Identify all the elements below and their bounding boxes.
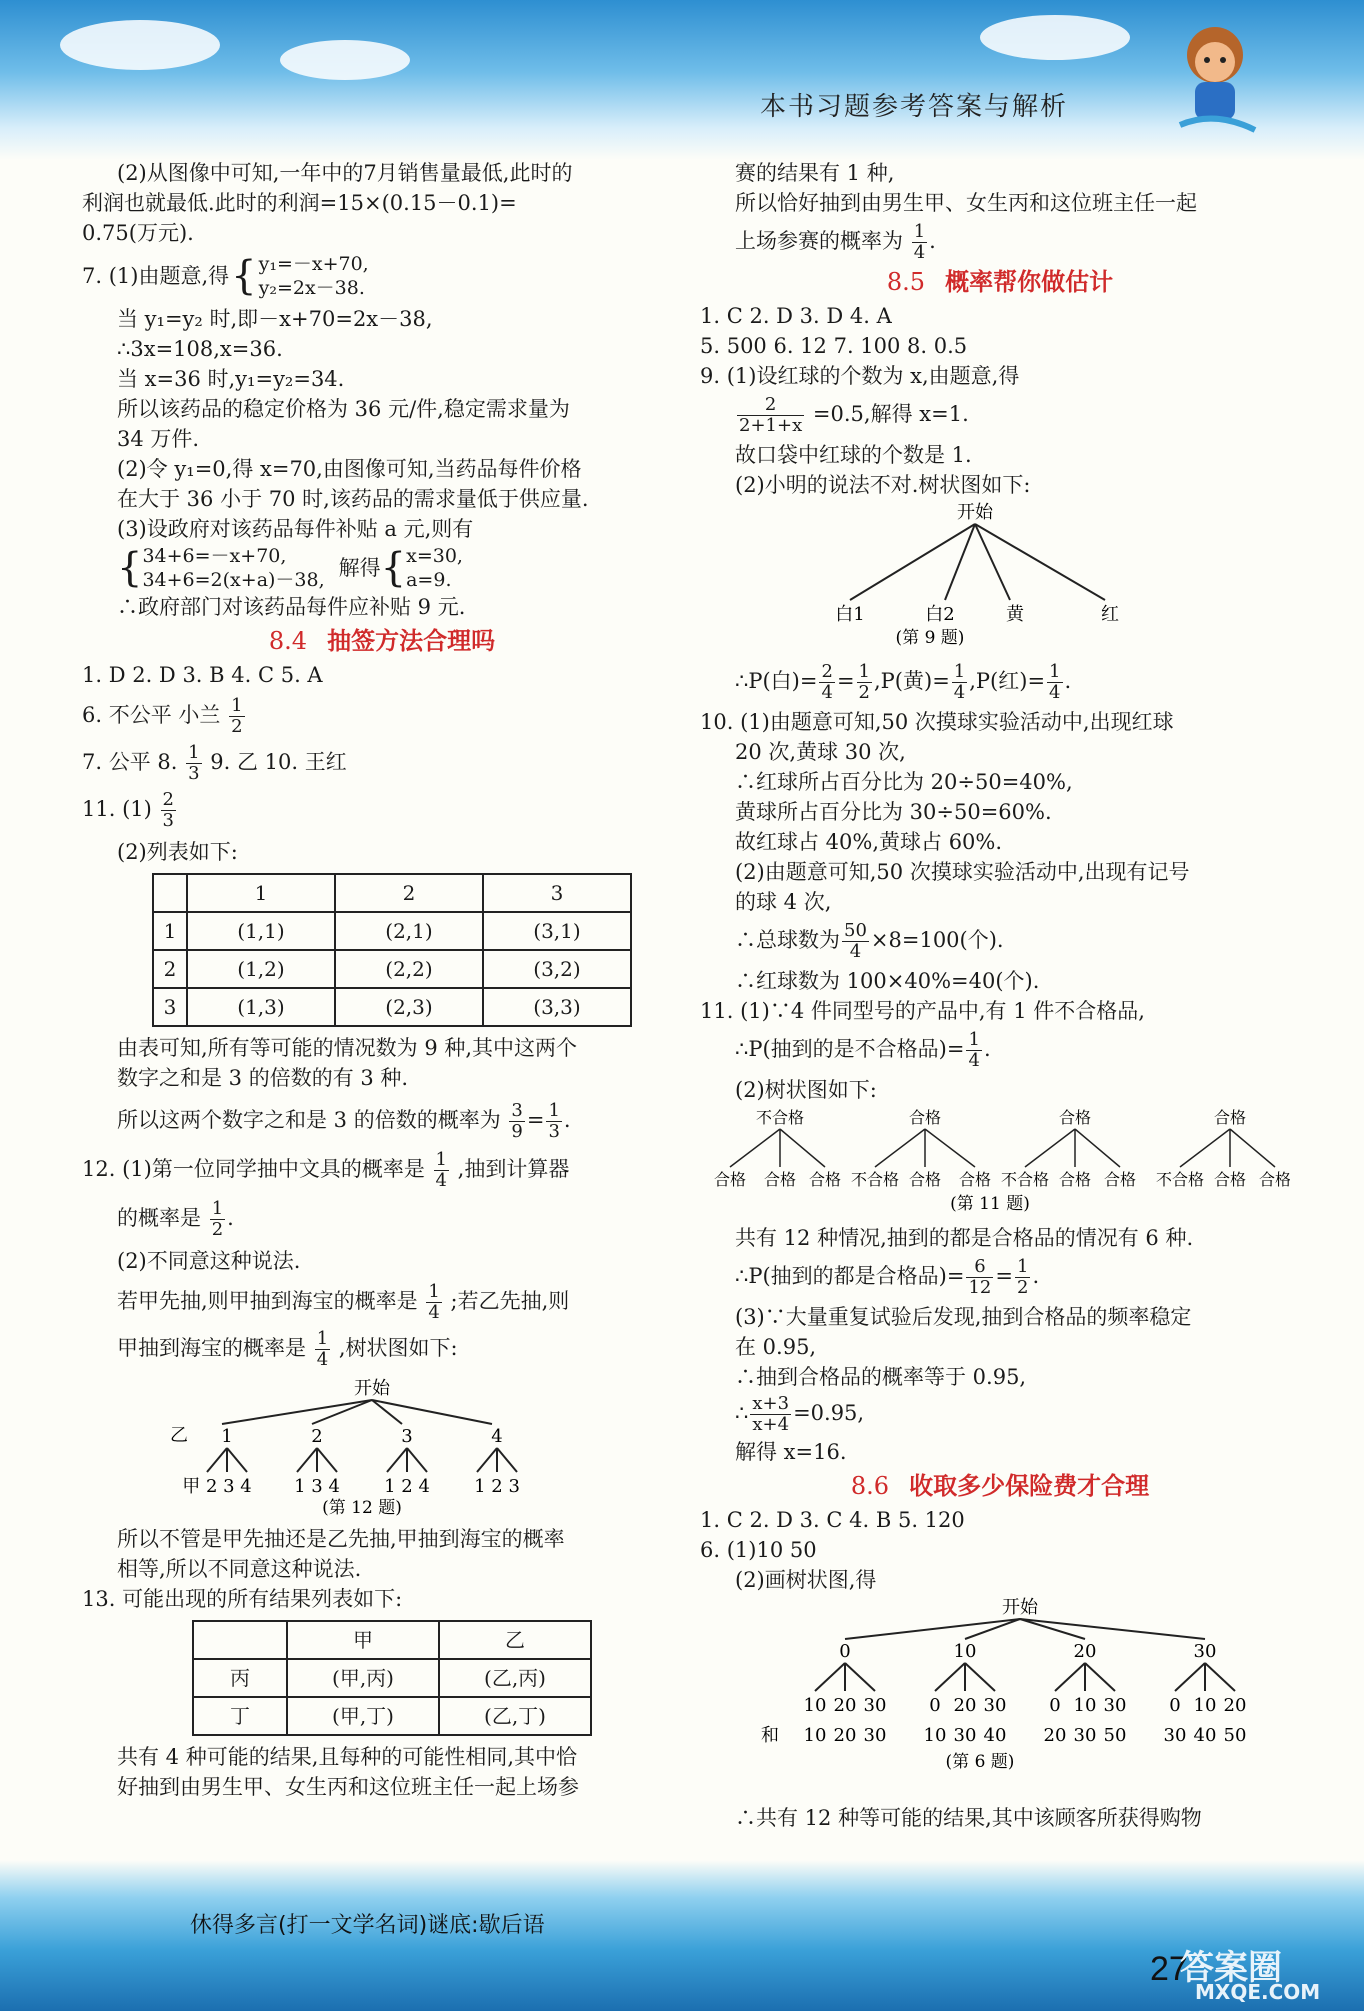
q11-probability: ∴P(抽到的是不合格品)= $\frac{1}{4}$ .	[735, 1029, 991, 1071]
tree-diagram-q6	[730, 1595, 1290, 1795]
tree-leaves	[804, 1695, 1247, 1716]
svg-text:10: 10	[803, 1695, 827, 1716]
tree-diagram-q9	[830, 500, 1250, 650]
tree-leaf: 合格	[908, 1170, 942, 1189]
tree-leaf: 合格	[958, 1170, 992, 1189]
tree-node: 0	[839, 1641, 851, 1662]
text-line: 黄球所占百分比为 30÷50=60%.	[735, 800, 1052, 824]
footer-riddle: 休得多言(打一文学名词)谜底:歇后语	[190, 1913, 545, 1938]
tree-leaf: 不合格	[1000, 1170, 1050, 1189]
text-line: 10. (1)由题意可知,50 次摸球实验活动中,出现红球	[700, 710, 1174, 734]
text-line: 当 y₁=y₂ 时,即－x+70=2x－38,	[117, 307, 433, 331]
figure-caption: (第 9 题)	[895, 628, 965, 648]
text-line: 故口袋中红球的个数是 1.	[735, 443, 972, 467]
fraction: $\frac{1}{3}$	[548, 1100, 560, 1142]
fraction: $\frac{1}{3}$	[188, 742, 200, 784]
tree-leaf: 合格	[1258, 1170, 1290, 1189]
table-row: 丁 (甲,丁) (乙,丁)	[193, 1697, 591, 1735]
text-line: 1. D 2. D 3. B 4. C 5. A	[82, 663, 323, 687]
fraction: $\frac{1}{4}$	[1049, 661, 1061, 703]
svg-text:50: 50	[1103, 1725, 1127, 1746]
figure-caption: (第 12 题)	[322, 1498, 402, 1516]
tree-leaf: 1 3 4	[294, 1476, 340, 1497]
q9-equation: $\frac{2}{2+1+x}$ =0.5,解得 x=1.	[739, 394, 969, 436]
answer-7-10: 7. 公平 8. $\frac{1}{3}$ 9. 乙 10. 王红	[82, 742, 347, 784]
tree-leaf: 黄	[1006, 604, 1024, 625]
text-line: (2)从图像中可知,一年中的7月销售量最低,此时的	[117, 161, 573, 185]
fraction: $\frac{1}{4}$	[316, 1328, 329, 1370]
tree-edge	[372, 1400, 492, 1424]
section-heading-8-6: 8.6 收取多少保险费才合理	[850, 1472, 1150, 1500]
text-line: ∴红球所占百分比为 20÷50=40%,	[735, 770, 1073, 794]
left-column	[82, 158, 682, 1802]
tree-start: 开始	[957, 502, 993, 523]
fraction: $\frac{1}{4}$	[913, 221, 926, 263]
tree-node: 3	[401, 1426, 413, 1447]
text-line: (2)树状图如下:	[735, 1078, 877, 1102]
cloud	[280, 40, 410, 80]
tree-node: 合格	[1058, 1108, 1092, 1127]
table-row: 3 (1,3) (2,3) (3,3)	[153, 988, 631, 1026]
text-line: 9. (1)设红球的个数为 x,由题意,得	[700, 364, 1020, 388]
tree-leaf: 不合格	[1155, 1170, 1205, 1189]
text-line: 11. (1)∵4 件同型号的产品中,有 1 件不合格品,	[700, 999, 1145, 1023]
tree-leaf: 合格	[763, 1170, 797, 1189]
svg-text:0: 0	[1169, 1695, 1181, 1716]
fraction: $\frac{2}{3}$	[162, 789, 174, 831]
right-column	[700, 158, 1300, 1833]
svg-text:40: 40	[1193, 1725, 1217, 1746]
text-line: 1. C 2. D 3. C 4. B 5. 120	[700, 1508, 965, 1532]
text-line: (2)小明的说法不对.树状图如下:	[735, 473, 1031, 497]
text-line: 所以恰好抽到由男生甲、女生丙和这位班主任一起	[735, 191, 1197, 215]
text-line: 0.75(万元).	[82, 221, 194, 245]
text-line: (2)令 y₁=0,得 x=70,由图像可知,当药品每件价格	[117, 457, 582, 481]
table-q13	[192, 1620, 592, 1736]
text-line: 的球 4 次,	[735, 890, 832, 914]
fraction: $\frac{2}{2+1+x}$	[739, 394, 803, 436]
tree-sums	[804, 1725, 1247, 1746]
table-row: 丙 (甲,丙) (乙,丙)	[193, 1659, 591, 1697]
tree-leaf: 合格	[1058, 1170, 1092, 1189]
page-header-title: 本书习题参考答案与解析	[760, 92, 1069, 122]
tree-edges	[845, 1619, 1205, 1639]
text-line: 相等,所以不同意这种说法.	[117, 1557, 362, 1581]
svg-text:30: 30	[1103, 1695, 1127, 1716]
svg-text:30: 30	[863, 1695, 887, 1716]
tree-node: 20	[1073, 1641, 1097, 1662]
tree-node: 1	[221, 1426, 233, 1447]
fraction: $\frac{1}{2}$	[231, 695, 243, 737]
text-line: 由表可知,所有等可能的情况数为 9 种,其中这两个	[117, 1036, 578, 1060]
q11-probability-2: ∴P(抽到的都是合格品)= $\frac{6}{12}$ = $\frac{1}{2}$ .	[735, 1256, 1040, 1298]
tree-node: 4	[491, 1426, 503, 1447]
q12-line-2: 的概率是 $\frac{1}{2}$ .	[117, 1198, 234, 1240]
fraction: $\frac{1}{4}$	[953, 661, 966, 703]
svg-text:30: 30	[863, 1725, 887, 1746]
tree-start: 开始	[354, 1378, 390, 1399]
tree-diagram-q12	[162, 1376, 582, 1516]
section-heading-8-5: 8.5 概率帮你做估计	[886, 268, 1114, 296]
figure-caption: (第 6 题)	[945, 1752, 1015, 1772]
tree-edge	[312, 1400, 372, 1424]
text-line: 5. 500 6. 12 7. 100 8. 0.5	[700, 334, 968, 358]
svg-text:20: 20	[953, 1695, 977, 1716]
q11-equation: ∴ $\frac{x+3}{x+4}$ =0.95,	[735, 1393, 865, 1435]
fraction: $\frac{x+3}{x+4}$	[752, 1393, 790, 1435]
table-header-row: 甲 乙	[193, 1621, 591, 1659]
watermark-url: MXQE.COM	[1195, 1980, 1321, 2004]
table-row: 2 (1,2) (2,2) (3,2)	[153, 950, 631, 988]
text-line: ∴政府部门对该药品每件应补贴 9 元.	[117, 595, 466, 619]
fraction: $\frac{1}{2}$	[858, 661, 870, 703]
tree-leaf-edges	[207, 1448, 517, 1472]
tree-leaf: 合格	[1213, 1170, 1247, 1189]
tree-leaves	[714, 1170, 1290, 1189]
text-line: (3)设政府对该药品每件补贴 a 元,则有	[117, 517, 474, 541]
tree-node: 合格	[908, 1108, 942, 1127]
sum-label: 和	[761, 1725, 779, 1746]
answer-11: 11. (1) $\frac{2}{3}$	[82, 789, 174, 831]
svg-text:30: 30	[953, 1725, 977, 1746]
table-row: 1 (1,1) (2,1) (3,1)	[153, 912, 631, 950]
tree-leaf: 红	[1101, 604, 1119, 625]
probability-line: 上场参赛的概率为 $\frac{1}{4}$ .	[735, 221, 936, 263]
svg-text:20: 20	[833, 1695, 857, 1716]
tree-leaf: 合格	[1103, 1170, 1137, 1189]
text-line: (2)列表如下:	[117, 840, 238, 864]
tree-edge	[222, 1400, 372, 1424]
text-line: (2)不同意这种说法.	[117, 1249, 301, 1273]
text-line: (3)∵大量重复试验后发现,抽到合格品的频率稳定	[735, 1305, 1192, 1329]
tree-diagram-q11	[690, 1105, 1290, 1215]
fraction: $\frac{1}{2}$	[1017, 1256, 1029, 1298]
figure-caption: (第 11 题)	[950, 1194, 1030, 1214]
q9-probabilities: ∴P(白)= $\frac{2}{4}$ = $\frac{1}{2}$ ,P(黄)= $\frac{1}{4}$ ,P(红)= $\frac{1}{4}$ .	[735, 661, 1072, 703]
text-line: (2)由题意可知,50 次摸球实验活动中,出现有记号	[735, 860, 1190, 884]
svg-text:20: 20	[1043, 1725, 1067, 1746]
fraction: $\frac{1}{4}$	[428, 1281, 440, 1323]
svg-text:10: 10	[803, 1725, 827, 1746]
probability-line: 所以这两个数字之和是 3 的倍数的概率为 $\frac{3}{9}$ = $\frac{1}{3}$ .	[117, 1100, 571, 1142]
tree-node: 不合格	[755, 1108, 805, 1127]
svg-text:10: 10	[923, 1725, 947, 1746]
tree-label: 乙	[170, 1425, 188, 1446]
text-line: 34 万件.	[117, 427, 200, 451]
text-line: (2)画树状图,得	[735, 1568, 877, 1592]
q7-system: 7. (1)由题意,得 { y₁=－x+70, y₂=2x－38.	[82, 253, 369, 299]
text-line: 共有 4 种可能的结果,且每种的可能性相同,其中恰	[117, 1745, 578, 1769]
text-line: 20 次,黄球 30 次,	[735, 740, 906, 764]
svg-text:30: 30	[1163, 1725, 1187, 1746]
answer-6: 6. 不公平 小兰 $\frac{1}{2}$	[82, 695, 243, 737]
tree-node: 合格	[1213, 1108, 1247, 1127]
text-line: 当 x=36 时,y₁=y₂=34.	[117, 367, 345, 391]
svg-text:30: 30	[983, 1695, 1007, 1716]
text-line: 6. (1)10 50	[700, 1538, 817, 1562]
svg-text:0: 0	[929, 1695, 941, 1716]
fraction: $\frac{2}{4}$	[821, 661, 833, 703]
text-line: 在大于 36 小于 70 时,该药品的需求量低于供应量.	[117, 487, 589, 511]
tree-leaf: 白1	[835, 604, 865, 625]
svg-text:20: 20	[1223, 1695, 1247, 1716]
fraction: $\frac{3}{9}$	[511, 1100, 523, 1142]
text-line: ∴抽到合格品的概率等于 0.95,	[735, 1365, 1027, 1389]
cloud	[60, 20, 220, 70]
mascot-illustration	[1160, 20, 1270, 140]
svg-text:50: 50	[1223, 1725, 1247, 1746]
text-line: 好抽到由男生甲、女生丙和这位班主任一起上场参	[117, 1775, 579, 1799]
table-q11	[152, 873, 632, 1027]
tree-start: 开始	[1002, 1597, 1038, 1618]
fraction: $\frac{1}{4}$	[968, 1029, 980, 1071]
tree-leaf: 合格	[808, 1170, 842, 1189]
tree-node: 10	[953, 1641, 977, 1662]
tree-node: 2	[311, 1426, 323, 1447]
svg-text:40: 40	[983, 1725, 1007, 1746]
tree-leaf-edges	[815, 1663, 1235, 1691]
tree-leaf: 1 2 3	[474, 1476, 520, 1497]
text-line: ∴红球数为 100×40%=40(个).	[735, 969, 1040, 993]
text-line: 利润也就最低.此时的利润=15×(0.15－0.1)=	[82, 191, 517, 215]
cloud	[980, 15, 1130, 60]
text-line: 所以该药品的稳定价格为 36 元/件,稳定需求量为	[117, 397, 570, 421]
tree-leaf: 不合格	[850, 1170, 900, 1189]
text-line: 数字之和是 3 的倍数的有 3 种.	[117, 1066, 409, 1090]
text-line: 解得 x=16.	[735, 1440, 847, 1464]
text-line: 共有 12 种情况,抽到的都是合格品的情况有 6 种.	[735, 1226, 1194, 1250]
text-line: ∴3x=108,x=36.	[117, 337, 283, 361]
text-line: 13. 可能出现的所有结果列表如下:	[82, 1587, 403, 1611]
tree-leaf: 1 2 4	[384, 1476, 430, 1497]
tree-edges	[850, 524, 1105, 600]
text-line: 所以不管是甲先抽还是乙先抽,甲抽到海宝的概率	[117, 1527, 565, 1551]
table-header-row: 1 2 3	[153, 874, 631, 912]
text-line: 1. C 2. D 3. D 4. A	[700, 304, 892, 328]
svg-text:20: 20	[833, 1725, 857, 1746]
page-number: 27	[1150, 1950, 1188, 1988]
section-heading-8-4: 8.4 抽签方法合理吗	[268, 627, 496, 655]
q10-total: ∴总球数为 $\frac{50}{4}$ ×8=100(个).	[735, 920, 1004, 962]
text-line: 赛的结果有 1 种,	[735, 161, 895, 185]
text-line: ∴共有 12 种等可能的结果,其中该顾客所获得购物	[735, 1806, 1202, 1830]
svg-text:30: 30	[1073, 1725, 1097, 1746]
svg-text:0: 0	[1049, 1695, 1061, 1716]
fraction: $\frac{50}{4}$	[844, 920, 867, 962]
fraction: $\frac{1}{2}$	[211, 1198, 224, 1240]
tree-leaf: 合格	[713, 1170, 747, 1189]
q12-line-5: 甲抽到海宝的概率是 $\frac{1}{4}$ ,树状图如下:	[117, 1328, 458, 1370]
tree-leaf: 白2	[925, 604, 955, 625]
fraction: $\frac{6}{12}$	[968, 1256, 992, 1298]
text-line: 故红球占 40%,黄球占 60%.	[735, 830, 1003, 854]
tree-node: 30	[1193, 1641, 1217, 1662]
svg-text:10: 10	[1193, 1695, 1217, 1716]
watermark-logo: 答案圈	[1180, 1948, 1282, 1988]
q12-line-1: 12. (1)第一位同学抽中文具的概率是 $\frac{1}{4}$ ,抽到计算器	[82, 1149, 570, 1191]
fraction: $\frac{1}{4}$	[435, 1149, 447, 1191]
q7-system-2: { 34+6=－x+70, 34+6=2(x+a)－38, 解得 { x=30, a=9.	[117, 545, 463, 591]
svg-text:10: 10	[1073, 1695, 1097, 1716]
tree-leaf: 甲 2 3 4	[182, 1476, 252, 1497]
q12-line-4: 若甲先抽,则甲抽到海宝的概率是 $\frac{1}{4}$ ;若乙先抽,则	[117, 1281, 570, 1323]
text-line: 在 0.95,	[735, 1335, 817, 1359]
tree-edges	[730, 1129, 1275, 1167]
